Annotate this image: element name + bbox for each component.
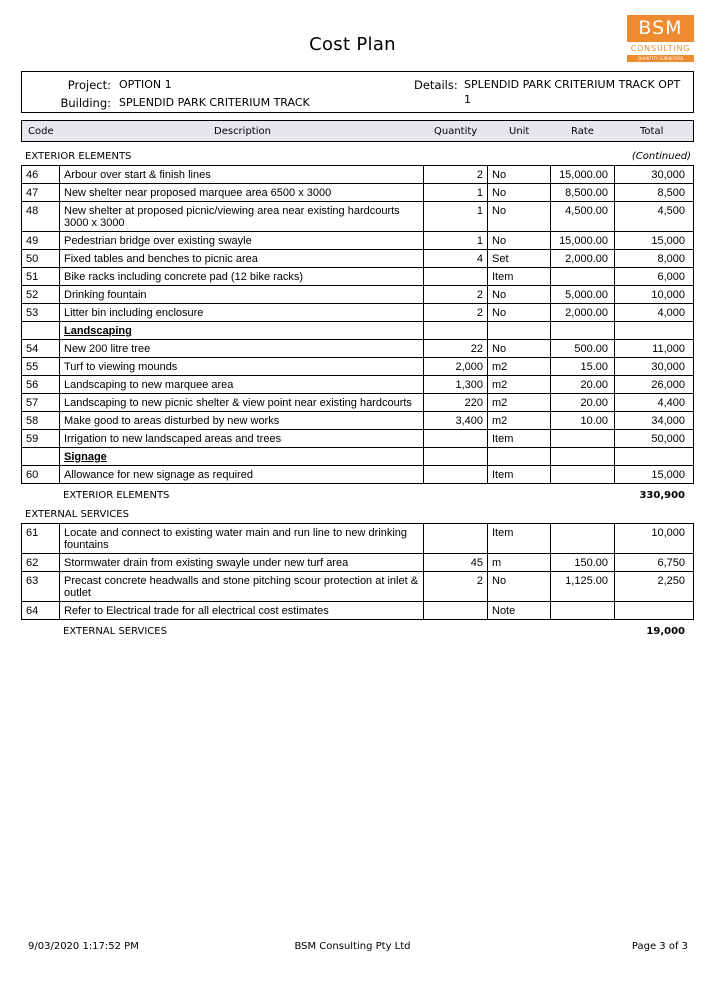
cell-rate xyxy=(551,448,615,466)
details-label: Details: xyxy=(414,78,458,92)
cell-quantity xyxy=(424,430,488,448)
cell-quantity xyxy=(424,268,488,286)
cell-unit: m xyxy=(488,554,551,572)
logo-mark: BSM xyxy=(627,15,694,42)
cell-total: 15,000 xyxy=(615,466,694,484)
exterior-subtotal-label: EXTERIOR ELEMENTS xyxy=(63,490,170,501)
cell-code: 48 xyxy=(22,202,60,232)
cell-unit: Item xyxy=(488,268,551,286)
cell-unit: No xyxy=(488,304,551,322)
cell-code: 53 xyxy=(22,304,60,322)
details-value-cont: 1 xyxy=(464,93,471,106)
cell-total: 10,000 xyxy=(615,524,694,554)
subheading-row xyxy=(22,322,694,340)
project-info-box xyxy=(21,71,694,113)
footer-company: BSM Consulting Pty Ltd xyxy=(294,941,411,952)
cell-rate xyxy=(551,268,615,286)
cell-description: Drinking fountain xyxy=(60,286,424,304)
page-title: Cost Plan xyxy=(309,34,396,55)
cell-code: 52 xyxy=(22,286,60,304)
cell-description: Stormwater drain from existing swayle under new turf area xyxy=(60,554,424,572)
col-rate: Rate xyxy=(571,126,594,137)
cell-code xyxy=(22,322,60,340)
cell-code: 55 xyxy=(22,358,60,376)
cell-total: 8,000 xyxy=(615,250,694,268)
cell-total: 4,400 xyxy=(615,394,694,412)
cell-description: Pedestrian bridge over existing swayle xyxy=(60,232,424,250)
cell-quantity: 1 xyxy=(424,184,488,202)
subheading-label: Signage xyxy=(64,451,107,463)
table-row xyxy=(22,430,694,448)
cell-unit: Item xyxy=(488,430,551,448)
cell-quantity: 3,400 xyxy=(424,412,488,430)
cell-quantity: 4 xyxy=(424,250,488,268)
cell-rate: 10.00 xyxy=(551,412,615,430)
cell-description: New 200 litre tree xyxy=(60,340,424,358)
cell-code: 61 xyxy=(22,524,60,554)
cell-code: 56 xyxy=(22,376,60,394)
cell-quantity: 2 xyxy=(424,304,488,322)
cell-rate: 500.00 xyxy=(551,340,615,358)
table-row xyxy=(22,412,694,430)
cell-unit: m2 xyxy=(488,376,551,394)
cell-rate xyxy=(551,322,615,340)
cell-unit: No xyxy=(488,184,551,202)
cell-quantity: 2 xyxy=(424,286,488,304)
section-heading-services: EXTERNAL SERVICES xyxy=(25,509,129,520)
cell-quantity xyxy=(424,448,488,466)
cell-code xyxy=(22,448,60,466)
cell-code: 54 xyxy=(22,340,60,358)
cell-code: 58 xyxy=(22,412,60,430)
cell-unit: No xyxy=(488,166,551,184)
subheading-label: Landscaping xyxy=(64,325,132,337)
table-row xyxy=(22,376,694,394)
cell-rate xyxy=(551,524,615,554)
cell-description: Bike racks including concrete pad (12 bike racks) xyxy=(60,268,424,286)
cell-rate xyxy=(551,430,615,448)
cell-code: 60 xyxy=(22,466,60,484)
cell-total: 50,000 xyxy=(615,430,694,448)
cell-code: 64 xyxy=(22,602,60,620)
table-row xyxy=(22,232,694,250)
table-row xyxy=(22,166,694,184)
cell-total: 4,000 xyxy=(615,304,694,322)
exterior-elements-table xyxy=(21,165,694,484)
cell-rate: 2,000.00 xyxy=(551,250,615,268)
section-heading-exterior: EXTERIOR ELEMENTS xyxy=(25,151,132,162)
cell-quantity: 45 xyxy=(424,554,488,572)
cell-description: Irrigation to new landscaped areas and trees xyxy=(60,430,424,448)
cell-unit: No xyxy=(488,572,551,602)
cell-rate: 15.00 xyxy=(551,358,615,376)
cell-code: 49 xyxy=(22,232,60,250)
cell-unit xyxy=(488,322,551,340)
cell-total: 2,250 xyxy=(615,572,694,602)
cell-description: Turf to viewing mounds xyxy=(60,358,424,376)
cell-total: 15,000 xyxy=(615,232,694,250)
cell-description: New shelter near proposed marquee area 6500 x 3000 xyxy=(60,184,424,202)
cell-description: Precast concrete headwalls and stone pitching scour protection at inlet & outlet xyxy=(60,572,424,602)
cell-unit: Item xyxy=(488,524,551,554)
company-logo xyxy=(627,15,694,62)
details-value: SPLENDID PARK CRITERIUM TRACK OPT xyxy=(464,78,681,91)
cell-code: 46 xyxy=(22,166,60,184)
cell-total xyxy=(615,322,694,340)
col-quantity: Quantity xyxy=(434,126,478,137)
cell-total: 8,500 xyxy=(615,184,694,202)
cell-rate: 20.00 xyxy=(551,394,615,412)
cell-unit: Item xyxy=(488,466,551,484)
table-row xyxy=(22,268,694,286)
cell-code: 59 xyxy=(22,430,60,448)
cell-total: 4,500 xyxy=(615,202,694,232)
cell-unit: No xyxy=(488,286,551,304)
cell-rate: 15,000.00 xyxy=(551,232,615,250)
cell-rate xyxy=(551,466,615,484)
cell-total xyxy=(615,448,694,466)
footer-page-number: Page 3 of 3 xyxy=(631,941,688,952)
table-row xyxy=(22,184,694,202)
cell-description: Litter bin including enclosure xyxy=(60,304,424,322)
cell-quantity: 1 xyxy=(424,202,488,232)
cell-total: 10,000 xyxy=(615,286,694,304)
table-row xyxy=(22,202,694,232)
cell-description xyxy=(60,448,424,466)
logo-subtitle: CONSULTING xyxy=(630,44,691,53)
continued-label: (Continued) xyxy=(631,151,691,162)
cell-description: Fixed tables and benches to picnic area xyxy=(60,250,424,268)
cell-unit: No xyxy=(488,232,551,250)
table-row xyxy=(22,466,694,484)
cell-quantity: 2,000 xyxy=(424,358,488,376)
cell-unit: Set xyxy=(488,250,551,268)
cell-total: 26,000 xyxy=(615,376,694,394)
cell-description: Arbour over start & finish lines xyxy=(60,166,424,184)
cell-rate: 20.00 xyxy=(551,376,615,394)
cell-quantity: 2 xyxy=(424,166,488,184)
cell-total xyxy=(615,602,694,620)
cell-unit xyxy=(488,448,551,466)
project-label: Project: xyxy=(67,78,111,92)
cell-rate: 5,000.00 xyxy=(551,286,615,304)
cell-description: New shelter at proposed picnic/viewing area near existing hardcourts 3000 x 3000 xyxy=(60,202,424,232)
logo-tagline: QUANTITY SURVEYORS xyxy=(627,55,694,62)
col-code: Code xyxy=(28,126,54,137)
cell-unit: m2 xyxy=(488,412,551,430)
external-services-table xyxy=(21,523,694,620)
cell-rate: 15,000.00 xyxy=(551,166,615,184)
cell-code: 47 xyxy=(22,184,60,202)
cell-rate: 2,000.00 xyxy=(551,304,615,322)
cell-total: 6,750 xyxy=(615,554,694,572)
cell-quantity: 2 xyxy=(424,572,488,602)
column-header-bar xyxy=(21,120,694,142)
cell-unit: m2 xyxy=(488,358,551,376)
cell-description: Make good to areas disturbed by new works xyxy=(60,412,424,430)
table-row xyxy=(22,250,694,268)
project-value: OPTION 1 xyxy=(119,78,172,91)
table-row xyxy=(22,394,694,412)
table-row xyxy=(22,524,694,554)
services-subtotal-value: 19,000 xyxy=(646,626,685,637)
cell-rate: 1,125.00 xyxy=(551,572,615,602)
footer-datetime: 9/03/2020 1:17:52 PM xyxy=(28,941,139,952)
cell-quantity: 1 xyxy=(424,232,488,250)
building-label: Building: xyxy=(60,96,111,110)
cell-unit: m2 xyxy=(488,394,551,412)
cell-quantity: 1,300 xyxy=(424,376,488,394)
cell-quantity xyxy=(424,602,488,620)
cell-quantity xyxy=(424,524,488,554)
cell-rate: 8,500.00 xyxy=(551,184,615,202)
cell-code: 63 xyxy=(22,572,60,602)
cell-rate xyxy=(551,602,615,620)
cell-description: Allowance for new signage as required xyxy=(60,466,424,484)
col-description: Description xyxy=(214,126,271,137)
cell-quantity: 22 xyxy=(424,340,488,358)
exterior-subtotal-value: 330,900 xyxy=(639,490,685,501)
table-row xyxy=(22,286,694,304)
cell-rate: 150.00 xyxy=(551,554,615,572)
cell-total: 34,000 xyxy=(615,412,694,430)
cell-code: 51 xyxy=(22,268,60,286)
cell-unit: No xyxy=(488,202,551,232)
cell-description: Refer to Electrical trade for all electrical cost estimates xyxy=(60,602,424,620)
table-row xyxy=(22,554,694,572)
cell-code: 50 xyxy=(22,250,60,268)
cell-description: Landscaping to new picnic shelter & view point near existing hardcourts xyxy=(60,394,424,412)
cell-description: Landscaping to new marquee area xyxy=(60,376,424,394)
building-value: SPLENDID PARK CRITERIUM TRACK xyxy=(119,96,310,109)
cell-quantity xyxy=(424,322,488,340)
cell-total: 30,000 xyxy=(615,166,694,184)
cell-unit: Note xyxy=(488,602,551,620)
table-row xyxy=(22,602,694,620)
cell-rate: 4,500.00 xyxy=(551,202,615,232)
cell-unit: No xyxy=(488,340,551,358)
table-row xyxy=(22,358,694,376)
cell-quantity: 220 xyxy=(424,394,488,412)
cell-code: 57 xyxy=(22,394,60,412)
cell-code: 62 xyxy=(22,554,60,572)
cell-total: 30,000 xyxy=(615,358,694,376)
services-subtotal-label: EXTERNAL SERVICES xyxy=(63,626,167,637)
cell-description xyxy=(60,322,424,340)
cell-total: 11,000 xyxy=(615,340,694,358)
cell-quantity xyxy=(424,466,488,484)
col-unit: Unit xyxy=(509,126,530,137)
col-total: Total xyxy=(640,126,664,137)
table-row xyxy=(22,304,694,322)
table-row xyxy=(22,340,694,358)
cell-total: 6,000 xyxy=(615,268,694,286)
table-row xyxy=(22,572,694,602)
subheading-row xyxy=(22,448,694,466)
cell-description: Locate and connect to existing water main and run line to new drinking fountains xyxy=(60,524,424,554)
